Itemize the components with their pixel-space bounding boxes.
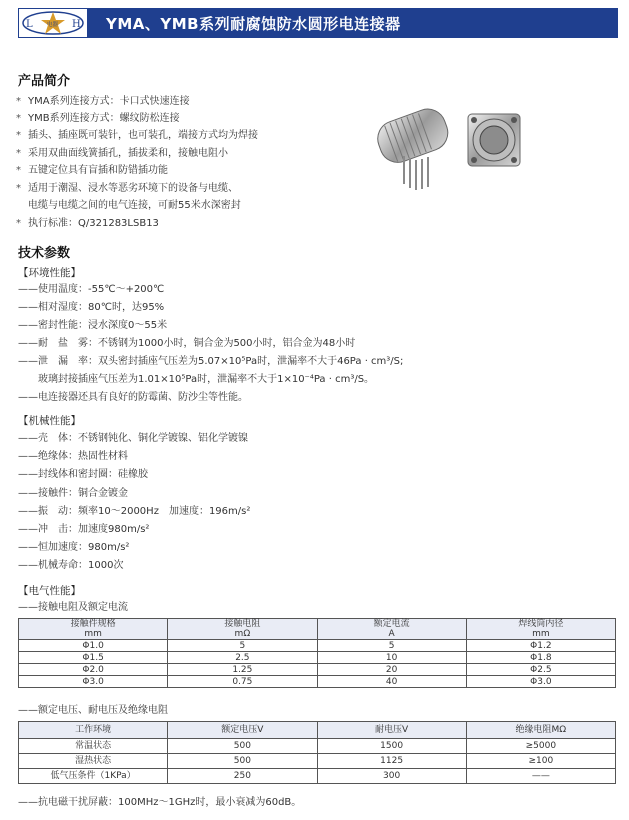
mech-item: ——封线体和密封圈：硅橡胶 — [18, 469, 148, 480]
table-cell: 低气压条件（1KPa） — [19, 769, 168, 784]
env-item: ——泄 漏 率：双头密封插座气压差为5.07×10⁵Pa时，泄漏率不大于46Pa · cm³/S; — [18, 356, 404, 367]
mech-item: ——绝缘体：热固性材料 — [18, 451, 128, 462]
table-cell: 5 — [317, 640, 466, 652]
elec-footer: ——抗电磁干扰屏蔽：100MHz～1GHz时，最小衰减为60dB。 — [18, 797, 302, 808]
intro-item: * YMA系列连接方式：卡口式快速连接 — [28, 95, 190, 109]
elec-sub-2: ——额定电压、耐电压及绝缘电阻 — [18, 705, 168, 716]
mech-item: ——冲 击：加速度980m/s² — [18, 524, 150, 535]
table-header-row — [19, 722, 616, 739]
table-cell: 0.75 — [168, 676, 317, 688]
env-item: ——耐 盐 雾：不锈钢为1000小时，铜合金为500小时，铝合金为48小时 — [18, 338, 356, 349]
page-header — [18, 8, 618, 38]
table-header-cell: 耐电压V — [317, 722, 466, 739]
logo-letter-l: L — [26, 19, 33, 30]
table-header-cell: 工作环境 — [19, 722, 168, 739]
table-cell: Φ2.0 — [19, 664, 168, 676]
mech-item: ——壳 体：不锈钢钝化、铜化学镀镍、铝化学镀镍 — [18, 433, 248, 444]
header-label: 接触电阻 — [224, 619, 261, 629]
header-unit: A — [388, 629, 395, 639]
header-unit: mΩ — [234, 629, 251, 639]
intro-heading: 产品简介 — [18, 74, 71, 89]
header-label: 接触件规格 — [70, 619, 116, 629]
logo-letter-h: H — [72, 19, 81, 30]
connector-photo — [370, 96, 530, 196]
env-item: ——使用温度：-55℃～+200℃ — [18, 284, 165, 295]
table-cell: Φ3.0 — [19, 676, 168, 688]
header-unit: mm — [84, 629, 102, 639]
table-header-cell: 绝缘电阻MΩ — [466, 722, 615, 739]
intro-item: * 执行标准：Q/321283LSB13 — [28, 217, 159, 231]
contact-table — [18, 618, 616, 688]
env-item: ——电连接器还具有良好的防霉菌、防沙尘等性能。 — [18, 392, 248, 403]
env-item: ——相对湿度：80℃时，达95% — [18, 302, 165, 313]
table-cell: ≥5000 — [466, 739, 615, 754]
table-row — [19, 664, 616, 676]
table-header-cell — [466, 619, 615, 640]
company-logo — [18, 8, 88, 38]
table-row — [19, 652, 616, 664]
mech-item: ——接触件：铜合金镀金 — [18, 488, 128, 499]
table-cell: 5 — [168, 640, 317, 652]
table-row — [19, 676, 616, 688]
table-cell: Φ1.2 — [466, 640, 615, 652]
intro-item: 电缆与电缆之间的电气连接，可耐55米水深密封 — [28, 200, 241, 211]
table-cell: Φ1.0 — [19, 640, 168, 652]
elec-title: 【电气性能】 — [18, 585, 81, 597]
header-label: 焊线筒内径 — [518, 619, 564, 629]
table-cell: Φ2.5 — [466, 664, 615, 676]
table-cell: Φ1.8 — [466, 652, 615, 664]
mech-item: ——机械寿命：1000次 — [18, 560, 124, 571]
table-header-row — [19, 619, 616, 640]
env-item: ——密封性能：浸水深度0～55米 — [18, 320, 168, 331]
table-cell: 10 — [317, 652, 466, 664]
logo-star-icon — [20, 10, 86, 36]
table-cell: —— — [466, 769, 615, 784]
table-cell: 300 — [317, 769, 466, 784]
table-cell: 湿热状态 — [19, 754, 168, 769]
mech-title: 【机械性能】 — [18, 415, 81, 427]
table-header-cell — [19, 619, 168, 640]
tech-heading: 技术参数 — [18, 246, 71, 261]
table-cell: 1500 — [317, 739, 466, 754]
env-title: 【环境性能】 — [18, 267, 81, 279]
table-cell: 20 — [317, 664, 466, 676]
table-row — [19, 754, 616, 769]
intro-item: * YMB系列连接方式：螺纹防松连接 — [28, 112, 180, 126]
intro-item: * 采用双曲面线簧插孔，插拔柔和，接触电阻小 — [28, 147, 228, 161]
table-cell: 40 — [317, 676, 466, 688]
table-cell: 500 — [168, 739, 317, 754]
table-header-cell: 额定电压V — [168, 722, 317, 739]
table-cell: 500 — [168, 754, 317, 769]
intro-item: * 插头、插座既可装针，也可装孔，端接方式均为焊接 — [28, 129, 258, 143]
table-cell: 1125 — [317, 754, 466, 769]
header-label: 额定电流 — [373, 619, 410, 629]
table-row — [19, 769, 616, 784]
table-header-cell — [317, 619, 466, 640]
table-cell: Φ1.5 — [19, 652, 168, 664]
intro-item: * 五键定位具有盲插和防错插功能 — [28, 164, 168, 178]
table-cell: ≥100 — [466, 754, 615, 769]
elec-sub-1: ——接触电阻及额定电流 — [18, 602, 128, 613]
header-unit: mm — [532, 629, 550, 639]
table-cell: 常温状态 — [19, 739, 168, 754]
logo-text: 电器 — [47, 22, 59, 28]
env-item: 玻璃封接插座气压差为1.01×10⁵Pa时，泄漏率不大于1×10⁻⁴Pa · cm³/S。 — [18, 374, 375, 385]
page-title: YMA、YMB系列耐腐蚀防水圆形电连接器 — [106, 15, 401, 33]
table-cell: 2.5 — [168, 652, 317, 664]
table-row — [19, 739, 616, 754]
table-cell: 1.25 — [168, 664, 317, 676]
table-row — [19, 640, 616, 652]
mech-item: ——振 动：频率10～2000Hz 加速度：196m/s² — [18, 506, 251, 517]
intro-item: * 适用于潮湿、浸水等恶劣环境下的设备与电缆、 — [28, 182, 238, 196]
mech-item: ——恒加速度：980m/s² — [18, 542, 130, 553]
table-cell: Φ3.0 — [466, 676, 615, 688]
table-header-cell — [168, 619, 317, 640]
table-cell: 250 — [168, 769, 317, 784]
voltage-table — [18, 721, 616, 784]
